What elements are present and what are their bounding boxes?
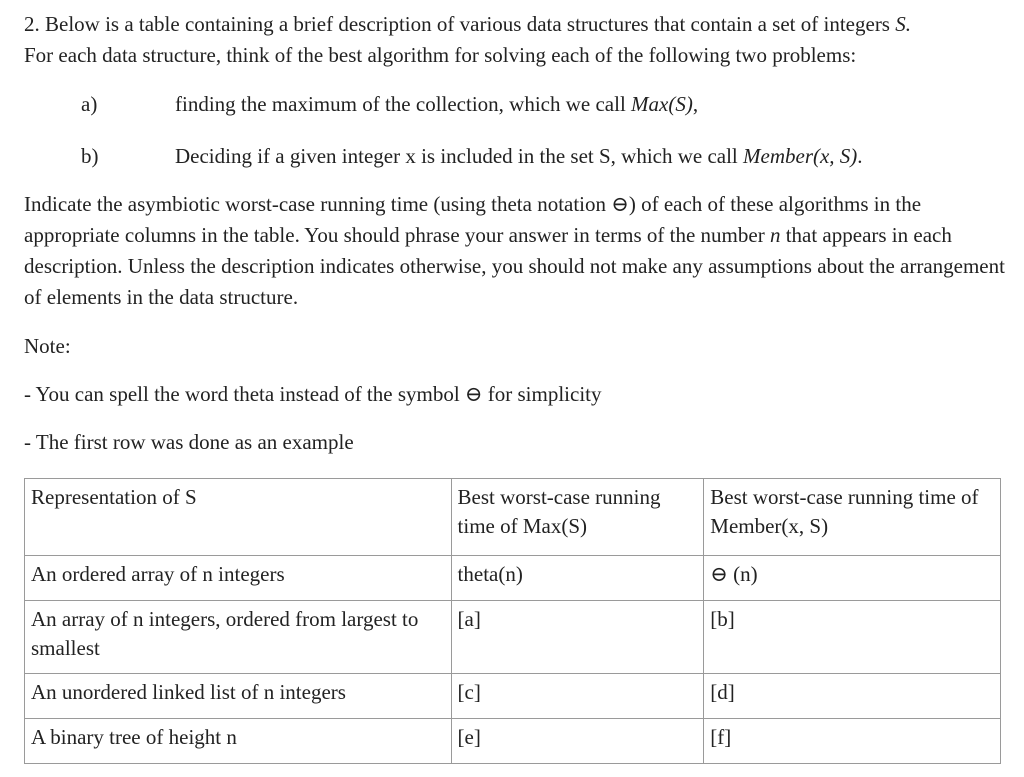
- problem-function: Member(x, S): [743, 144, 858, 168]
- cell-member: [f]: [704, 719, 1001, 764]
- data-structures-table: [24, 478, 1001, 764]
- header-representation: Representation of S: [25, 479, 452, 556]
- table-row: [25, 719, 1001, 764]
- note-title: Note:: [24, 334, 71, 358]
- note-line-1: - You can spell the word theta instead of the symbol ⊖ for simplicity: [24, 382, 602, 406]
- problem-label: b): [81, 144, 99, 168]
- header-max: Best worst-case running time of Max(S): [451, 479, 704, 556]
- set-symbol: S.: [895, 12, 911, 36]
- cell-member: [b]: [704, 601, 1001, 674]
- header-member: Best worst-case running time of Member(x, S): [704, 479, 1001, 556]
- cell-representation: An unordered linked list of n integers: [25, 674, 452, 719]
- cell-representation: An ordered array of n integers: [25, 556, 452, 601]
- problem-label: a): [81, 92, 98, 116]
- table-row: [25, 601, 1001, 674]
- cell-representation: A binary tree of height n: [25, 719, 452, 764]
- table-row: [25, 674, 1001, 719]
- cell-max: [a]: [451, 601, 704, 674]
- n-variable: n: [769, 223, 781, 247]
- problem-text: Deciding if a given integer x is included in the set S, which we call Member(x, S).: [175, 144, 863, 168]
- intro-paragraph: [24, 9, 1009, 71]
- problem-function: Max(S): [631, 92, 693, 116]
- cell-member: [d]: [704, 674, 1001, 719]
- cell-max: [c]: [451, 674, 704, 719]
- instructions-paragraph: Indicate the asymbiotic worst-case running time (using theta notation ⊖) of each of these algorithms in the appropriate columns in the table. You should phrase your answer in terms of the number n that appears in each description. Unless the description indicates otherwise, you should not make any assumptions about the arrangement of elements in the data structure.: [24, 192, 1005, 309]
- intro-text: 2. Below is a table containing a brief description of various data structures that contain a set of integers: [24, 12, 896, 36]
- problem-text: finding the maximum of the collection, which we call Max(S),: [175, 92, 699, 116]
- intro-line-2: For each data structure, think of the best algorithm for solving each of the following two problems:: [24, 43, 857, 67]
- table-header-row: [25, 479, 1001, 556]
- table-row: [25, 556, 1001, 601]
- cell-member: ⊖ (n): [704, 556, 1001, 601]
- note-line-2: - The first row was done as an example: [24, 430, 354, 454]
- cell-representation: An array of n integers, ordered from largest to smallest: [25, 601, 452, 674]
- cell-max: [e]: [451, 719, 704, 764]
- cell-max: theta(n): [451, 556, 704, 601]
